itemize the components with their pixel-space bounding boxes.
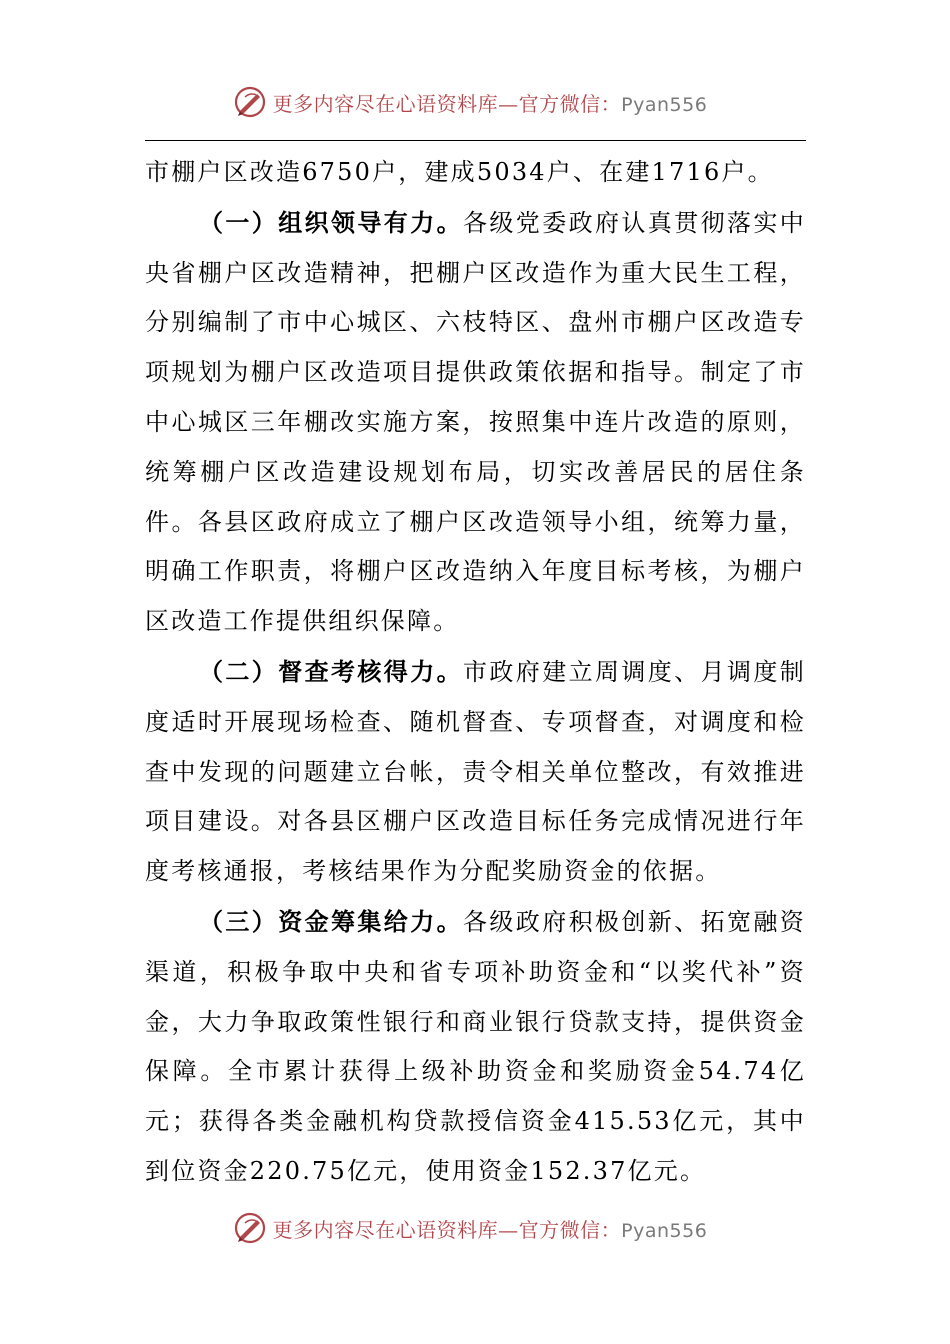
banner-handle: Pyan556: [621, 1219, 708, 1242]
banner-text: 更多内容尽在心语资料库—官方微信：Pyan556: [272, 1217, 708, 1242]
footer-watermark-banner: [0, 1208, 950, 1248]
section-heading: （三）资金筹集给力。: [199, 906, 463, 936]
banner-handle: Pyan556: [621, 93, 708, 116]
section-heading: （一）组织领导有力。: [199, 207, 463, 237]
paragraph-supervision: （二）督查考核得力。市政府建立周调度、月调度制度适时开展现场检查、随机督查、专项督查，对调度和检查中发现的问题建立台帐，责令相关单位整改，有效推进项目建设。对各县区棚户区改造目标任务完成情况进行年度考核通报，考核结果作为分配奖励资金的依据。: [145, 656, 806, 886]
paragraph-organization: （一）组织领导有力。各级党委政府认真贯彻落实中央省棚户区改造精神，把棚户区改造作为重大民生工程，分别编制了市中心城区、六枝特区、盘州市棚户区改造专项规划为棚户区改造项目提供政策依据和指导。制定了市中心城区三年棚改实施方案，按照集中连片改造的原则，统筹棚户区改造建设规划布局，切实改善居民的居住条件。各县区政府成立了棚户区改造领导小组，统筹力量，明确工作职责，将棚户区改造纳入年度目标考核，为棚户区改造工作提供组织保障。: [145, 207, 806, 636]
document-body: [145, 148, 806, 1197]
section-heading: （二）督查考核得力。: [199, 656, 463, 686]
paragraph-funding: （三）资金筹集给力。各级政府积极创新、拓宽融资渠道，积极争取中央和省专项补助资金和“以奖代补”资金，大力争取政策性银行和商业银行贷款支持，提供资金保障。全市累计获得上级补助资金和奖励资金54.74亿元；获得各类金融机构贷款授信资金415.53亿元，其中到位资金220.75亿元，使用资金152.37亿元。: [145, 906, 806, 1185]
pen-logo-icon: [233, 85, 267, 119]
paragraph-intro-tail: 市棚户区改造6750户，建成5034户、在建1716户。: [145, 158, 774, 186]
header-watermark-banner: [0, 82, 950, 122]
banner-text: 更多内容尽在心语资料库—官方微信：Pyan556: [272, 91, 708, 116]
header-rule: [145, 140, 806, 141]
pen-logo-icon: [233, 1211, 267, 1245]
